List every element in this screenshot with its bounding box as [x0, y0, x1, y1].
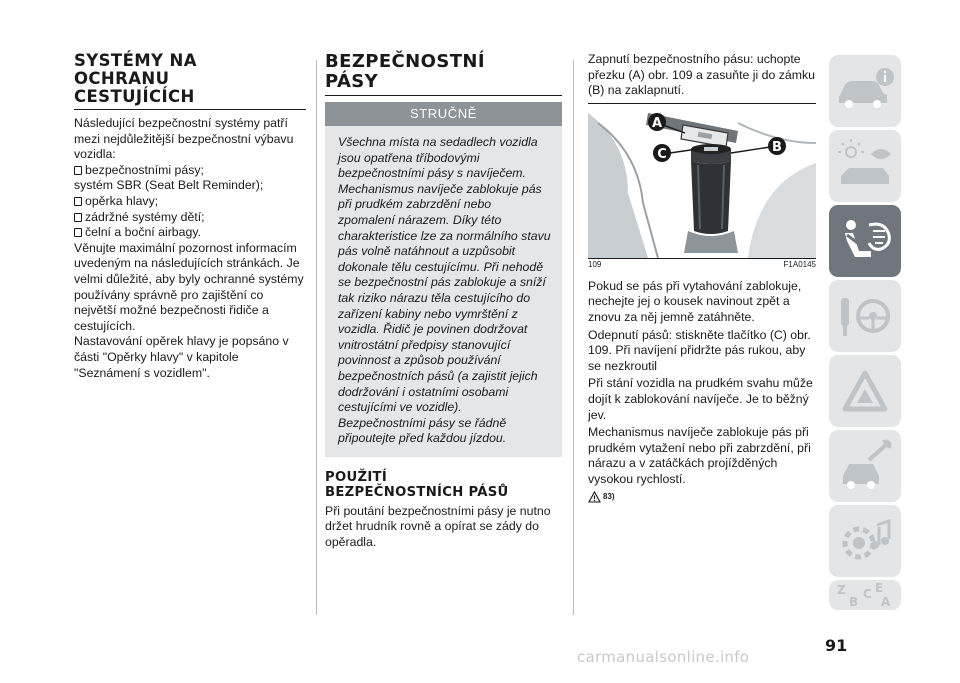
heading-systems [74, 52, 306, 106]
warning-triangle-icon [829, 355, 901, 427]
column-divider [573, 60, 574, 615]
buckle-illustration [588, 103, 816, 259]
paragraph: Nastavování opěrek hlavy je popsáno v části "Opěrky hlavy" v kapitole "Seznámení s vozidlem". [74, 334, 289, 380]
paragraph: Při stání vozidla na prudkém svahu může dojít k zablokování navíječe. Je to běžný jev. [588, 376, 813, 422]
list-item: bezpečnostními pásy; [74, 163, 306, 179]
intro-text: Následující bezpečnostní systémy patří mezi nejdůležitější bezpečnostní výbavu vozidla: [74, 116, 294, 162]
svg-text:A: A [881, 595, 891, 609]
paragraph: Věnujte maximální pozornost informacím uvedeným na následujících stránkách. Je velmi důležité, aby byly ochranné systémy používány správně pro zajištění co největší možné bezpečnosti řidiče a cestujících. [74, 240, 304, 333]
tab-maintenance[interactable] [829, 430, 901, 502]
column-systems [74, 52, 306, 381]
warning-triangle-icon [588, 491, 601, 503]
column-seatbelts [325, 52, 562, 551]
seatbelt-buckle-figure [588, 103, 816, 259]
heading-seatbelts: BEZPEČNOSTNÍ PÁSY [325, 51, 485, 92]
watermark: carmanualsonline.info [577, 648, 750, 666]
systems-list [74, 163, 306, 241]
tab-multimedia[interactable] [829, 505, 901, 577]
list-item: zádržné systémy dětí; [74, 210, 306, 226]
key-steering-icon [829, 280, 901, 352]
paragraph: Pokud se pás při vytahování zablokuje, nechejte jej o kousek navinout zpět a znovu za něj jemně zatáhněte. [588, 278, 802, 324]
dashboard-lights-icon [829, 130, 901, 202]
tab-safety[interactable] [829, 205, 901, 277]
warning-reference [588, 491, 816, 503]
summary-header: STRUČNĚ [325, 102, 562, 126]
page-number: 91 [825, 636, 848, 655]
figure-caption [588, 260, 816, 269]
tab-car-info[interactable] [829, 55, 901, 127]
tab-emergency[interactable] [829, 355, 901, 427]
paragraph: Odepnutí pásů: stiskněte tlačítko (C) obr. 109. Při navíjení přidržte pás rukou, aby se nezkroutil [588, 327, 811, 373]
checkbox-bullet-icon [74, 197, 82, 206]
column-fastening [588, 52, 816, 503]
list-item: čelní a boční airbagy. [74, 225, 306, 241]
gear-music-icon [829, 505, 901, 577]
wrench-car-icon [829, 430, 901, 502]
svg-text:B: B [849, 595, 859, 609]
list-item: opěrka hlavy; [74, 194, 306, 210]
intro-text: Zapnutí bezpečnostního pásu: uchopte přezku (A) obr. 109 a zasuňte ji do zámku (B) na zaklapnutí. [588, 52, 815, 98]
car-info-icon [829, 55, 901, 127]
column-divider [316, 60, 317, 615]
svg-text:C: C [863, 587, 872, 601]
heading-rule [325, 95, 562, 96]
svg-text:E: E [875, 581, 884, 595]
alphabet-index-icon [829, 580, 901, 610]
paragraph: Při poutání bezpečnostními pásy je nutno držet hrudník rovně a opírat se zády do opěradla. [325, 503, 551, 550]
paragraph: Mechanismus navíječe zablokuje pás při prudkém vytažení nebo při zabrzdění, při nárazu a v zatáčkách projížděných vysokou rychlostí. [588, 425, 811, 486]
heading-rule [74, 109, 306, 110]
figure-number: 109 [588, 259, 602, 269]
heading-line: SYSTÉMY NA [74, 51, 197, 70]
figure-label-c: C [657, 146, 667, 162]
seat-airbag-icon [829, 205, 901, 277]
summary-box: Všechna místa na sedadlech vozidla jsou opatřena tříbodovými bezpečnostními pásy s navíječem. Mechanismus navíječe zablokuje pás při prudkém zabrzdění nebo zpomalení nárazem. Díky této charakteristice lze za normálního stavu pás volně natáhnout a uzpůsobit dokonale tělu cestujícímu. Při nehodě se bezpečnostní pás zablokuje a sníží tak riziko nárazu těla cestujícího do zařízení kabiny nebo vymrštění z vozidla. Řidič je povinen dodržovat vnitrostátní předpisy stanovující povinnost a způsob používání bezpečnostních pásů (a zajistit jejich dodržování i ostatními osobami cestujícími ve vozidle). Bezpečnostními pásy se řádně připoutejte před každou jízdou. [325, 126, 562, 457]
subheading-usage: POUŽITÍ BEZPEČNOSTNÍCH PÁSŮ [325, 469, 509, 500]
heading-line: OCHRANU [74, 69, 170, 88]
figure-label-b: B [772, 139, 782, 155]
svg-text:Z: Z [837, 583, 846, 597]
tab-index[interactable] [829, 580, 901, 610]
warning-ref-label: 83) [603, 492, 615, 501]
checkbox-bullet-icon [74, 213, 82, 222]
tab-dashboard-lights[interactable] [829, 130, 901, 202]
heading-line: CESTUJÍCÍCH [74, 87, 195, 106]
checkbox-bullet-icon [74, 228, 82, 237]
figure-label-a: A [651, 115, 663, 131]
checkbox-bullet-icon [74, 166, 82, 175]
tab-starting-driving[interactable] [829, 280, 901, 352]
figure-code: F1A0145 [783, 259, 816, 269]
list-item: systém SBR (Seat Belt Reminder); [74, 178, 264, 193]
